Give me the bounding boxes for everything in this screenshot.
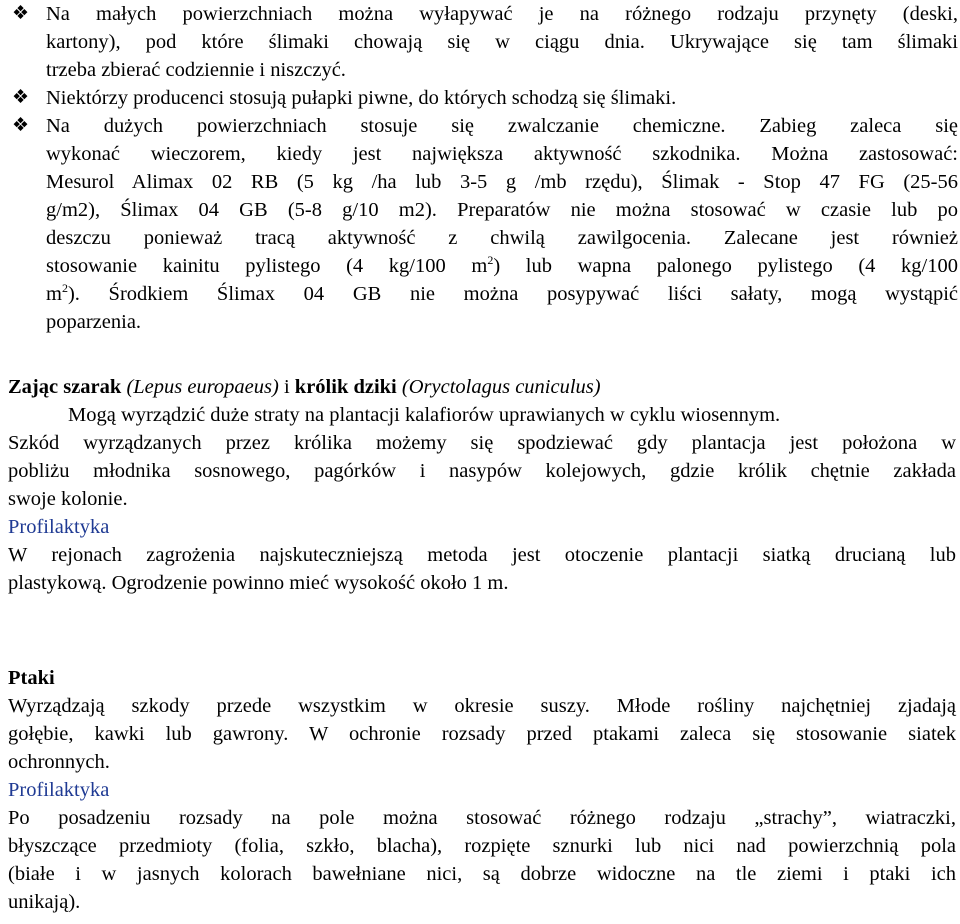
superscript: 2	[487, 253, 494, 268]
text-line: błyszczące przedmioty (folia, szkło, blacha), rozpięte sznurki lub nici nad powierzchnią pola	[8, 835, 956, 857]
text-line: pobliżu młodnika sosnowego, pagórków i nasypów kolejowych, gdzie królik chętnie zakłada	[8, 460, 956, 482]
latin-name: (Oryctolagus cuniculus)	[401, 376, 601, 398]
text-line: wykonać wieczorem, kiedy jest największa aktywność szkodnika. Można zastosować:	[46, 143, 958, 165]
text-line: Niektórzy producenci stosują pułapki piwne, do których schodzą się ślimaki.	[46, 87, 677, 109]
bullet-item	[0, 112, 958, 336]
text-line: ochronnych.	[8, 751, 110, 773]
superscript: 2	[61, 281, 68, 296]
text-line: poparzenia.	[46, 311, 142, 333]
birds-heading: Ptaki	[8, 667, 55, 689]
text-line	[46, 280, 958, 308]
birds-section	[8, 664, 956, 916]
text-fragment: m	[46, 283, 62, 305]
conjunction: i	[278, 376, 295, 398]
prophylaxis-label: Profilaktyka	[8, 516, 110, 538]
bullet-item	[0, 0, 958, 84]
heading-rabbit: królik dziki	[294, 376, 397, 398]
text-line: W rejonach zagrożenia najskuteczniejszą metoda jest otoczenie plantacji siatką drucianą lub	[8, 544, 956, 566]
bullet-item	[0, 84, 958, 112]
text-line: Po posadzeniu rozsady na pole można stosować różnego rodzaju „strachy”, wiatraczki,	[8, 807, 956, 829]
hare-heading	[8, 373, 956, 401]
text-line: Szkód wyrządzanych przez królika możemy się spodziewać gdy plantacja jest położona w	[8, 432, 956, 454]
text-line: Mesurol Alimax 02 RB (5 kg /ha lub 3-5 g /mb rzędu), Ślimak - Stop 47 FG (25-56	[46, 171, 958, 193]
bullet-text	[46, 0, 958, 84]
text-line: Wyrządzają szkody przede wszystkim w okresie suszy. Młode rośliny najchętniej zjadają	[8, 695, 956, 717]
diamond-bullet-icon: ❖	[12, 3, 30, 24]
text-line: deszczu ponieważ tracą aktywność z chwilą zawilgocenia. Zalecane jest również	[46, 227, 958, 249]
text-line: swoje kolonie.	[8, 488, 128, 510]
text-line: Na dużych powierzchniach stosuje się zwalczanie chemiczne. Zabieg zaleca się	[46, 115, 958, 137]
diamond-bullet-icon: ❖	[12, 115, 30, 136]
text-line: (białe i w jasnych kolorach bawełniane nici, są dobrze widoczne na tle ziemi i ptaki ich	[8, 863, 956, 885]
text-line	[46, 252, 958, 280]
diamond-bullet-icon: ❖	[12, 87, 30, 108]
text-line: g/m2), Ślimax 04 GB (5-8 g/10 m2). Preparatów nie można stosować w czasie lub po	[46, 199, 958, 221]
text-fragment: ) lub wapna palonego pylistego (4 kg/100	[493, 255, 958, 277]
text-line: unikają).	[8, 891, 81, 913]
bullet-list	[0, 0, 958, 336]
text-line: Mogą wyrządzić duże straty na plantacji kalafiorów uprawianych w cyklu wiosennym.	[68, 404, 781, 426]
text-fragment: stosowanie kainitu pylistego (4 kg/100 m	[46, 255, 488, 277]
text-line: Na małych powierzchniach można wyłapywać je na różnego rodzaju przynęty (deski,	[46, 3, 958, 25]
hare-section	[8, 373, 956, 597]
latin-name: (Lepus europaeus)	[126, 376, 279, 398]
text-line: kartony), pod które ślimaki chowają się w ciągu dnia. Ukrywające się tam ślimaki	[46, 31, 958, 53]
heading-hare: Zając szarak	[8, 376, 122, 398]
prophylaxis-label: Profilaktyka	[8, 779, 110, 801]
text-line: trzeba zbierać codziennie i niszczyć.	[46, 59, 346, 81]
text-line: plastykową. Ogrodzenie powinno mieć wysokość około 1 m.	[8, 572, 509, 594]
text-line: gołębie, kawki lub gawrony. W ochronie rozsady przed ptakami zaleca się stosowanie siatek	[8, 723, 956, 745]
bullet-text	[46, 84, 958, 112]
text-fragment: ). Środkiem Ślimax 04 GB nie można posypywać liści sałaty, mogą wystąpić	[67, 283, 958, 305]
bullet-text	[46, 112, 958, 336]
